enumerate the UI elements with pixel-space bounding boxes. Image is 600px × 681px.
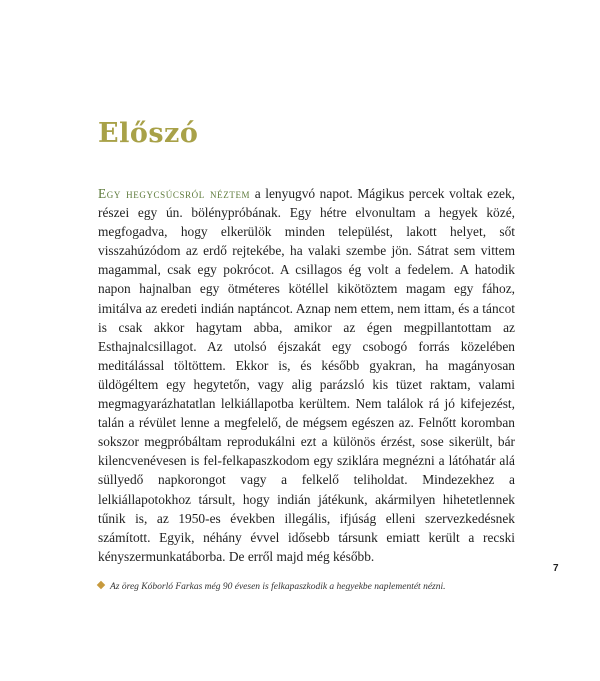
lead-in-text: Egy hegycsúcsról néztem (98, 186, 251, 201)
page-number: 7 (553, 563, 559, 574)
chapter-title: Előszó (98, 118, 199, 149)
body-paragraph (98, 184, 515, 566)
caption-text: Az öreg Kóborló Farkas még 90 évesen is felkapaszkodik a hegyekbe naplementét nézni. (110, 582, 446, 592)
diamond-bullet-icon (97, 581, 105, 589)
photo-caption (98, 582, 528, 592)
body-text: a lenyugvó napot. Mágikus percek voltak ezek, részei egy ún. bölénypróbának. Egy hétre elvonultam a hegyek közé, megfogadva, hogy elkerülök minden települést, lakott helyet, sőt visszahúzódom az erdő rejtekébe, ha valaki szembe jön. Sátrat sem vittem magammal, csak egy pokrócot. A csillagos ég volt a fedelem. A hatodik napon hajnalban egy ötméteres kötéllel kikötöztem magam egy fához, imitálva az eredeti indián naptáncot. Aznap nem ettem, nem ittam, és a táncot is csak akkor hagytam abba, amikor az égen megpillantottam az Esthajnalcsillagot. Az utolsó éjszakát egy csobogó forrás közelében meditálással töltöttem. Ekkor is, és később gyakran, ha magányosan üldögéltem egy hegytetőn, vagy alig parázsló kis tüzet raktam, valami megmagyarázhatatlan lelkiállapotba kerültem. Nem találok rá jó kifejezést, talán a révület lenne a megfelelő, de mégsem egészen az. Felnőtt koromban sokszor megpróbáltam reprodukálni ezt a különös érzést, sose sikerült, bár kilencvenévesen is fel-felkapaszkodom egy sziklára megnézni a látóhatár alá süllyedő napkorongot vagy a felkelő teliholdat. Mindezekhez a lelkiállapotokhoz társult, hogy indián játékunk, akármilyen hihetetlennek tűnik is, az 1950-es években illegális, ifjúság elleni szervezkedésnek számított. Egyik, néhány évvel idősebb társunk emiatt került a recski kényszermunkatáborba. De erről majd még később. (98, 186, 515, 564)
